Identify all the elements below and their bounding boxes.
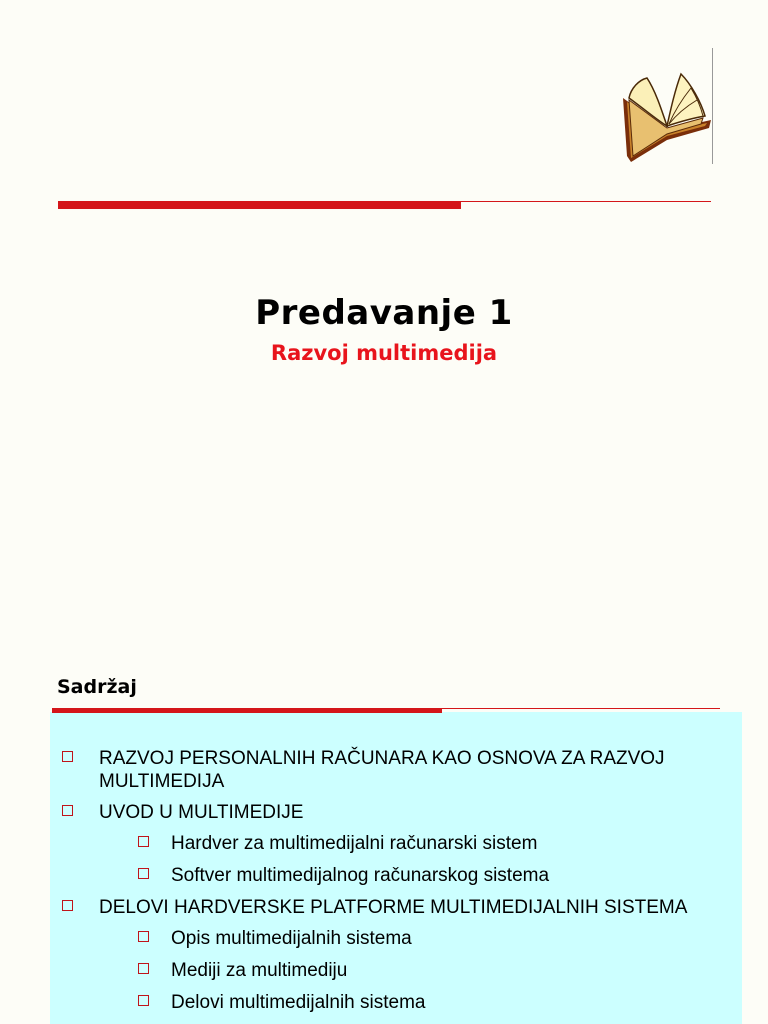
list-item: Delovi multimedijalnih sistema: [138, 991, 728, 1014]
list-item: Opis multimedijalnih sistema: [138, 927, 728, 950]
list-item: Hardver za multimedijalni računarski sistem: [138, 832, 728, 855]
square-bullet-icon: [138, 868, 149, 879]
list-item: Mediji za multimediju: [138, 959, 728, 982]
square-bullet-icon: [138, 995, 149, 1006]
square-bullet-icon: [138, 963, 149, 974]
square-bullet-icon: [62, 805, 73, 816]
contents-panel: [50, 712, 742, 1024]
square-bullet-icon: [62, 900, 73, 911]
square-bullet-icon: [138, 836, 149, 847]
section-title: Sadržaj: [57, 676, 137, 698]
open-book-icon: [617, 68, 715, 164]
section-divider-thick: [52, 708, 442, 713]
list-item: UVOD U MULTIMEDIJE: [62, 801, 722, 824]
square-bullet-icon: [62, 751, 73, 762]
page-title: Predavanje 1: [255, 293, 513, 333]
title-divider-thick: [58, 201, 461, 209]
list-item: RAZVOJ PERSONALNIH RAČUNARA KAO OSNOVA ZA RAZVOJ MULTIMEDIJA: [62, 747, 722, 793]
page-subtitle: Razvoj multimedija: [270, 341, 498, 365]
title-divider-thin: [461, 201, 711, 202]
section-divider-thin: [442, 708, 720, 709]
square-bullet-icon: [138, 931, 149, 942]
list-item: DELOVI HARDVERSKE PLATFORME MULTIMEDIJALNIH SISTEMA: [62, 896, 732, 919]
list-item: Softver multimedijalnog računarskog sistema: [138, 864, 728, 887]
